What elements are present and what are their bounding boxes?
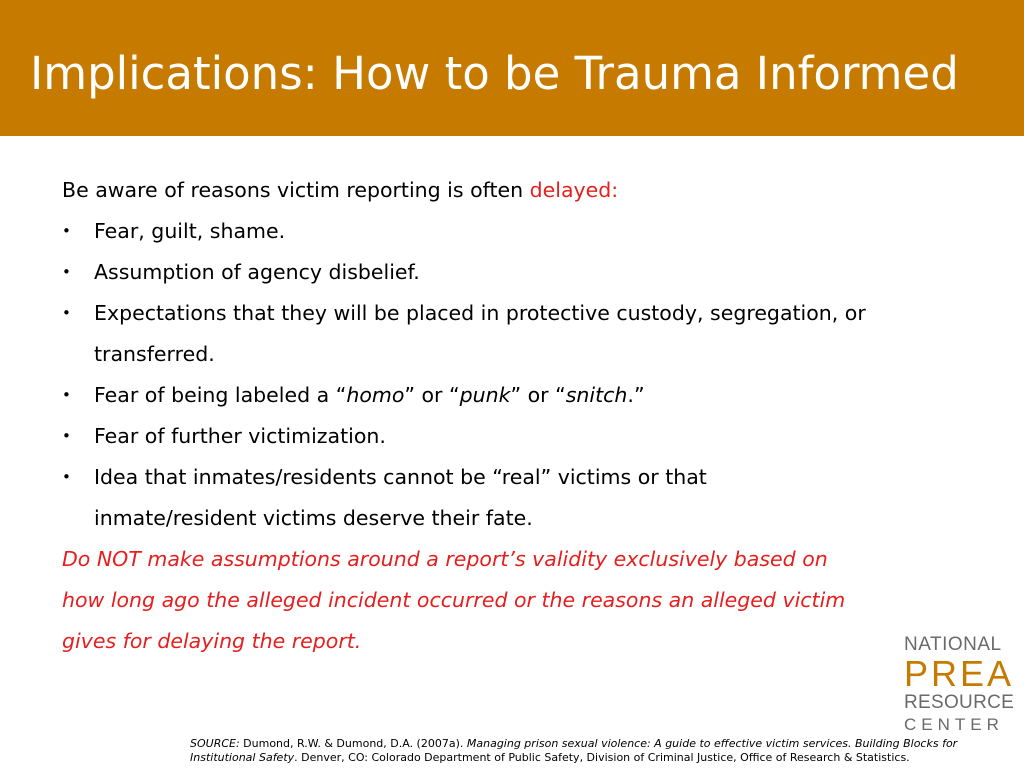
bullet-text: Fear of further victimization. [94,424,386,448]
bullet-item [62,252,962,293]
bullet-item [62,375,962,416]
bullet-text-part: .” [627,383,645,407]
bullet-item [62,416,962,457]
bullet-icon: • [62,427,71,445]
warning-line: how long ago the alleged incident occurred or the reasons an alleged victim [62,588,846,612]
bullet-emphasis: punk [459,383,511,407]
source-citation [190,737,1012,765]
slide-title: Implications: How to be Trauma Informed [30,47,959,100]
intro-line [62,170,962,211]
source-label: SOURCE: [190,737,240,750]
source-authors: Dumond, R.W. & Dumond, D.A. (2007a). [239,737,467,750]
title-bar [0,0,1024,136]
source-publisher: . Denver, CO: Colorado Department of Public Safety, Division of Criminal Justice, Office of Research & Statistics. [294,751,910,764]
logo-prea: PREA [904,653,1015,694]
logo-resource: RESOURCE [904,692,1015,713]
bullet-icon: • [62,263,71,281]
bullet-text-part: ” or “ [510,383,566,407]
intro-highlight: delayed: [529,178,619,202]
bullet-icon: • [62,304,71,322]
bullet-item [62,293,962,334]
bullet-item [62,457,962,498]
bullet-icon: • [62,468,71,486]
bullet-icon: • [62,386,71,404]
slide-body [62,170,962,662]
bullet-text: Fear, guilt, shame. [94,219,286,243]
logo-national: NATIONAL [904,634,1002,655]
bullet-continuation: inmate/resident victims deserve their fate. [94,506,533,530]
bullet-text: Idea that inmates/residents cannot be “real” victims or that [94,465,707,489]
logo-center: CENTER [904,715,1004,734]
bullet-icon: • [62,222,71,240]
bullet-continuation: transferred. [94,342,215,366]
bullet-text-part: Fear of being labeled a “ [94,383,347,407]
intro-text: Be aware of reasons victim reporting is often [62,178,530,202]
bullet-text: Expectations that they will be placed in protective custody, segregation, or [94,301,866,325]
source-title: Managing prison sexual violence: A guide to effective victim services. Building Blocks for Institutional Safety [190,737,958,764]
warning-line: Do NOT make assumptions around a report’s validity exclusively based on [62,547,828,571]
warning-line: gives for delaying the report. [62,629,362,653]
bullet-item [62,211,962,252]
bullet-text-part: ” or “ [404,383,460,407]
prea-logo [904,634,1015,736]
bullet-emphasis: snitch [565,383,628,407]
bullet-emphasis: homo [346,383,405,407]
bullet-text: Assumption of agency disbelief. [94,260,420,284]
